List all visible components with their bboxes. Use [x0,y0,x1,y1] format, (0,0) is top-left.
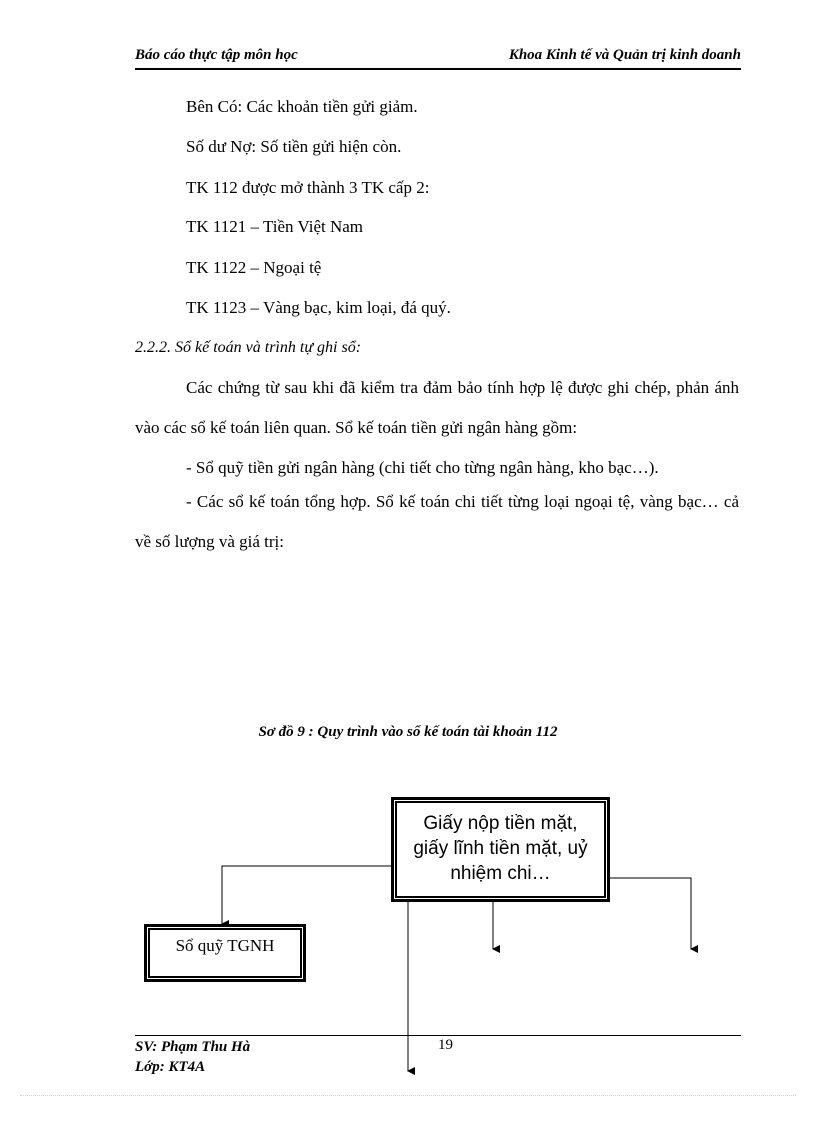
connector-to-right [609,878,691,949]
box-line-2: giấy lĩnh tiền mặt, uỷ [413,838,588,859]
diagram-box-so-quy [145,925,305,981]
page-bottom-border [20,1095,796,1096]
header-faculty: Khoa Kinh tế và Quản trị kinh doanh [508,47,741,63]
page-number: 19 [438,1037,453,1053]
box-line-1: Giấy nộp tiền mặt, [423,813,578,834]
box-so-quy-label: Sổ quỹ TGNH [175,936,275,955]
body-line-so-du-no: Số dư Nợ: Số tiền gửi hiện còn. [186,137,402,156]
footer-student: SV: Phạm Thu Hà [135,1039,251,1055]
box-line-3: nhiệm chi… [450,863,551,884]
body-line-tk1121: TK 1121 – Tiền Việt Nam [186,217,364,236]
body-line-tk1122: TK 1122 – Ngoại tệ [186,258,322,277]
paragraph-so-quy: - Sổ quỹ tiền gửi ngân hàng (chi tiết cho từng ngân hàng, kho bạc…). [186,458,659,477]
header-report-title: Báo cáo thực tập môn học [135,47,298,63]
body-line-tk112: TK 112 được mở thành 3 TK cấp 2: [186,178,430,197]
body-line-tk1123: TK 1123 – Vàng bạc, kim loại, đá quý. [186,298,451,317]
section-heading: 2.2.2. Sổ kế toán và trình tự ghi sổ: [135,339,362,356]
footer-rule [135,1035,741,1036]
diagram-box-chung-tu [392,798,609,901]
paragraph-so-ke-toan: - Các sổ kế toán tổng hợp. Sổ kế toán chi tiết từng loại ngoại tệ, vàng bạc… cả về số lượng và giá trị: [135,492,739,551]
body-line-ben-co: Bên Có: Các khoản tiền gửi giảm. [186,97,418,116]
connector-to-so-quy [222,866,392,924]
footer-class: Lớp: KT4A [135,1059,206,1075]
diagram-caption: Sơ đồ 9 : Quy trình vào sổ kế toán tài khoản 112 [258,724,558,740]
paragraph-chung-tu: Các chứng từ sau khi đã kiểm tra đảm bảo tính hợp lệ được ghi chép, phản ánh vào các sổ kế toán liên quan. Sổ kế toán tiền gửi ngân hàng gồm: [135,378,739,437]
